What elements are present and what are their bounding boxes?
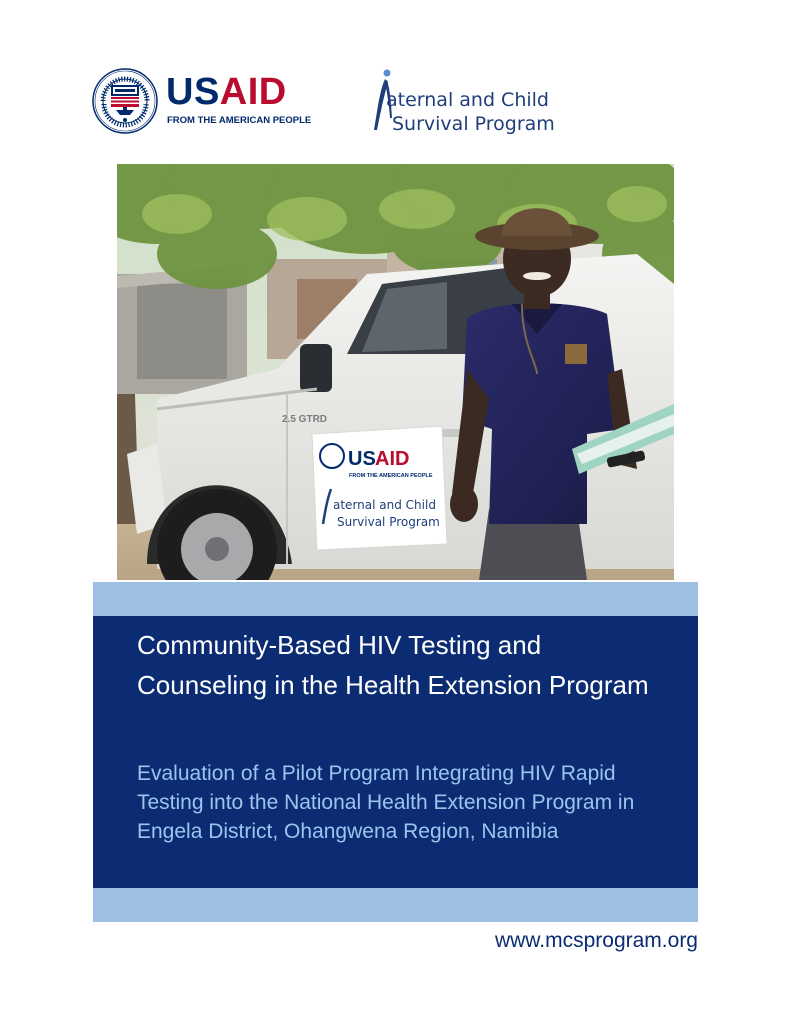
cover-photo [117, 164, 674, 580]
cover-photo-illustration [117, 164, 674, 580]
truck-badge: 2.5 GTRD [282, 414, 328, 425]
usaid-seal-icon [92, 68, 158, 134]
svg-text:FROM THE AMERICAN PEOPLE: FROM THE AMERICAN PEOPLE [349, 473, 433, 479]
mcsp-logo [370, 68, 570, 138]
mcsp-name-line1: aternal and Child [386, 89, 549, 111]
title-band-top-stripe [93, 582, 698, 616]
svg-text:AID: AID [375, 448, 410, 470]
report-subtitle: Evaluation of a Pilot Program Integrating HIV Rapid Testing into the National Health Extension Program in Engela District, Ohangwena Region, Namibia [137, 762, 635, 843]
usaid-logo [92, 68, 328, 136]
mcsp-name-line2: Survival Program [392, 113, 555, 135]
report-title: Community-Based HIV Testing and Counseling in the Health Extension Program [137, 630, 649, 700]
website-url: www.mcsprogram.org [494, 929, 698, 952]
title-band-bottom-stripe [93, 888, 698, 922]
svg-text:Survival Program: Survival Program [337, 515, 440, 529]
svg-text:aternal and Child: aternal and Child [333, 498, 436, 512]
usaid-tagline: FROM THE AMERICAN PEOPLE [167, 115, 312, 126]
truck-door-sticker [312, 426, 447, 550]
svg-text:US: US [348, 448, 376, 470]
title-block [93, 616, 698, 888]
usaid-wordmark: USAID [166, 71, 287, 113]
